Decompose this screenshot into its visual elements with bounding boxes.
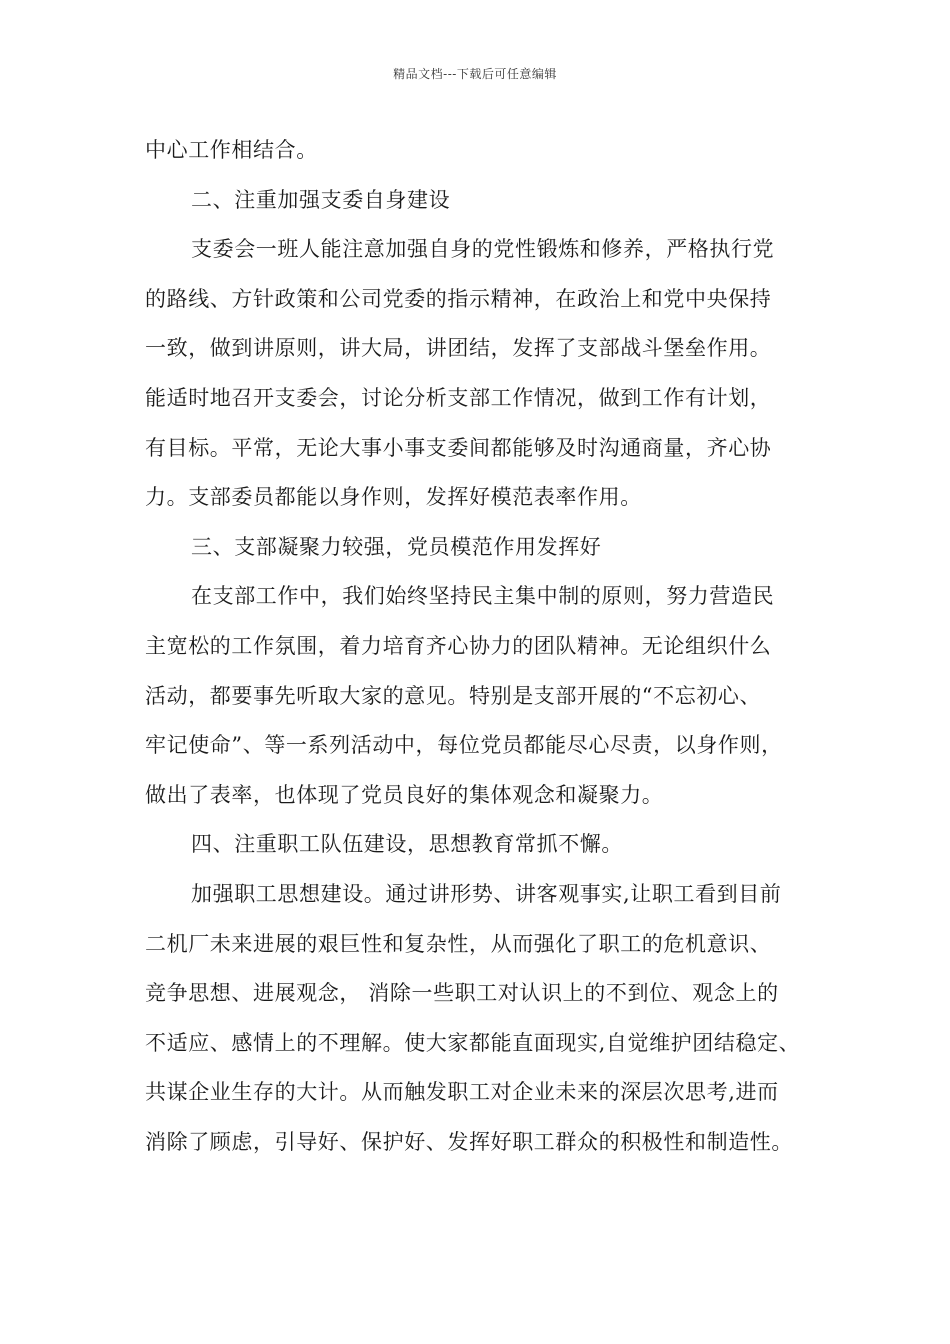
- document-body: [145, 126, 823, 1167]
- paragraph-line: 共谋企业生存的大计。从而触发职工对企业未来的深层次思考,进而: [145, 1080, 779, 1105]
- paragraph-line: 有目标。平常，无论大事小事支委间都能够及时沟通商量，齐心协: [145, 435, 772, 460]
- paragraph-line: 支委会一班人能注意加强自身的党性锻炼和修养，严格执行党: [191, 237, 775, 262]
- section-heading: 四、注重职工队伍建设，思想教育常抓不懈。: [191, 832, 623, 857]
- paragraph-line: 活动，都要事先听取大家的意见。特别是支部开展的“不忘初心、: [145, 683, 762, 708]
- page-header: 精品文档---下载后可任意编辑: [393, 67, 557, 81]
- paragraph-line: 不适应、感情上的不理解。使大家都能直面现实,自觉维护团结稳定、: [145, 1030, 801, 1055]
- paragraph-line: 加强职工思想建设。通过讲形势、讲客观事实,让职工看到目前: [191, 881, 782, 906]
- paragraph-line: 二机厂未来进展的艰巨性和复杂性，从而强化了职工的危机意识、: [145, 931, 772, 956]
- paragraph-line: 做出了表率，也体现了党员良好的集体观念和凝聚力。: [145, 782, 664, 807]
- paragraph-line: 牢记使命”、等一系列活动中，每位党员都能尽心尽责，以身作则，: [145, 733, 783, 758]
- paragraph-line: 力。支部委员都能以身作则，发挥好模范表率作用。: [145, 485, 642, 510]
- section-heading: 三、支部凝聚力较强，党员模范作用发挥好: [191, 534, 602, 559]
- paragraph-line: 竞争思想、进展观念， 消除一些职工对认识上的不到位、观念上的: [145, 981, 779, 1006]
- paragraph-line: 在支部工作中，我们始终坚持民主集中制的原则，努力营造民: [191, 584, 775, 609]
- paragraph-line: 的路线、方针政策和公司党委的指示精神，在政治上和党中央保持: [145, 286, 772, 311]
- section-heading: 二、注重加强支委自身建设: [191, 187, 451, 212]
- paragraph-line: 一致，做到讲原则，讲大局，讲团结，发挥了支部战斗堡垒作用。: [145, 336, 772, 361]
- paragraph-line: 主宽松的工作氛围，着力培育齐心协力的团队精神。无论组织什么: [145, 633, 772, 658]
- paragraph-line: 能适时地召开支委会，讨论分析支部工作情况，做到工作有计划，: [145, 385, 772, 410]
- text-line: 中心工作相结合。: [145, 138, 318, 162]
- paragraph-line: 消除了顾虑，引导好、保护好、发挥好职工群众的积极性和制造性。: [145, 1129, 793, 1154]
